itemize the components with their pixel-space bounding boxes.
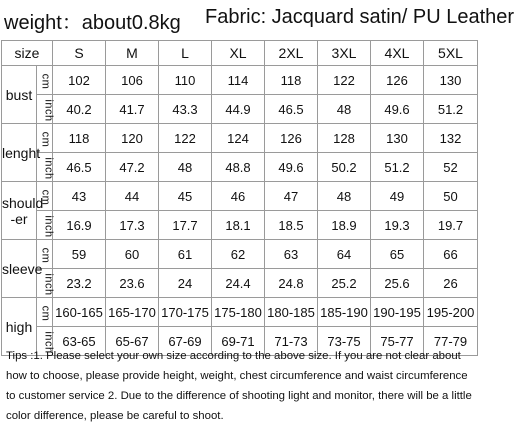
table-cell: 17.3	[106, 211, 159, 240]
size-header-cell: M	[106, 41, 159, 66]
table-cell: 120	[106, 124, 159, 153]
table-cell: 66	[424, 240, 478, 269]
table-cell: 50	[424, 182, 478, 211]
table-row	[2, 95, 478, 124]
table-cell: 106	[106, 66, 159, 95]
table-cell: 124	[212, 124, 265, 153]
table-cell: 25.2	[318, 269, 371, 298]
table-cell: 63-65	[53, 327, 106, 356]
table-cell: 18.5	[265, 211, 318, 240]
measure-label: should -er	[2, 182, 37, 240]
table-row	[2, 182, 478, 211]
table-cell: 18.1	[212, 211, 265, 240]
table-cell: 60	[106, 240, 159, 269]
unit-text: inch	[42, 156, 55, 180]
unit-text: cm	[39, 131, 52, 147]
table-cell: 48	[318, 95, 371, 124]
table-cell: 118	[265, 66, 318, 95]
table-cell: 132	[424, 124, 478, 153]
size-header-cell: 2XL	[265, 41, 318, 66]
table-cell: 67-69	[159, 327, 212, 356]
table-cell: 19.3	[371, 211, 424, 240]
header	[0, 0, 514, 40]
unit-label	[37, 211, 53, 240]
size-corner-label: size	[2, 41, 53, 66]
measure-label: sleeve	[2, 240, 37, 298]
measure-label: high	[2, 298, 37, 356]
table-cell: 49	[371, 182, 424, 211]
table-cell: 114	[212, 66, 265, 95]
size-header-cell: 3XL	[318, 41, 371, 66]
table-cell: 75-77	[371, 327, 424, 356]
table-cell: 48	[159, 153, 212, 182]
table-cell: 51.2	[424, 95, 478, 124]
unit-label	[37, 95, 53, 124]
unit-text: inch	[42, 214, 55, 238]
table-cell: 40.2	[53, 95, 106, 124]
table-cell: 16.9	[53, 211, 106, 240]
unit-text: inch	[42, 330, 55, 354]
table-cell: 128	[318, 124, 371, 153]
table-cell: 130	[371, 124, 424, 153]
table-cell: 118	[53, 124, 106, 153]
unit-text: cm	[39, 305, 52, 321]
tips-text: Tips :1. Please select your own size according to the above size. If you are not clear about how to choose, please provide height, weight, chest circumference and waist circumference to customer service 2. Due to the difference of shooting light and monitor, there will be a little color difference, please be careful to shoot.	[6, 350, 472, 422]
table-cell: 77-79	[424, 327, 478, 356]
unit-text: cm	[39, 73, 52, 89]
unit-text: cm	[39, 247, 52, 263]
table-cell: 110	[159, 66, 212, 95]
table-cell: 44.9	[212, 95, 265, 124]
table-cell: 24.4	[212, 269, 265, 298]
table-cell: 165-170	[106, 298, 159, 327]
table-cell: 44	[106, 182, 159, 211]
table-cell: 65	[371, 240, 424, 269]
table-cell: 26	[424, 269, 478, 298]
table-cell: 51.2	[371, 153, 424, 182]
table-cell: 73-75	[318, 327, 371, 356]
table-cell: 46.5	[265, 95, 318, 124]
table-cell: 180-185	[265, 298, 318, 327]
table-cell: 52	[424, 153, 478, 182]
table-cell: 46	[212, 182, 265, 211]
table-row	[2, 298, 478, 327]
table-cell: 65-67	[106, 327, 159, 356]
size-header-cell: XL	[212, 41, 265, 66]
table-cell: 130	[424, 66, 478, 95]
table-cell: 160-165	[53, 298, 106, 327]
table-cell: 23.6	[106, 269, 159, 298]
table-cell: 18.9	[318, 211, 371, 240]
table-row	[2, 124, 478, 153]
unit-text: cm	[39, 189, 52, 205]
size-header-row	[2, 41, 478, 66]
size-header-cell: 4XL	[371, 41, 424, 66]
table-cell: 126	[265, 124, 318, 153]
table-cell: 48	[318, 182, 371, 211]
table-cell: 175-180	[212, 298, 265, 327]
table-cell: 25.6	[371, 269, 424, 298]
table-cell: 71-73	[265, 327, 318, 356]
unit-text: inch	[42, 272, 55, 296]
size-header-cell: S	[53, 41, 106, 66]
table-cell: 190-195	[371, 298, 424, 327]
table-cell: 48.8	[212, 153, 265, 182]
table-row	[2, 153, 478, 182]
table-cell: 47	[265, 182, 318, 211]
fabric-text: Fabric: Jacquard satin/ PU Leather	[205, 6, 514, 28]
table-row	[2, 66, 478, 95]
size-header-cell: L	[159, 41, 212, 66]
measure-label: lenght	[2, 124, 37, 182]
unit-label	[37, 66, 53, 95]
table-cell: 102	[53, 66, 106, 95]
table-cell: 185-190	[318, 298, 371, 327]
table-cell: 49.6	[371, 95, 424, 124]
table-cell: 24	[159, 269, 212, 298]
table-cell: 61	[159, 240, 212, 269]
table-cell: 64	[318, 240, 371, 269]
table-cell: 126	[371, 66, 424, 95]
unit-text: inch	[42, 98, 55, 122]
unit-label	[37, 298, 53, 327]
table-row	[2, 211, 478, 240]
table-row	[2, 269, 478, 298]
table-cell: 23.2	[53, 269, 106, 298]
weight-text: weight：about0.8kg	[4, 12, 181, 34]
table-cell: 43	[53, 182, 106, 211]
size-header-cell: 5XL	[424, 41, 478, 66]
table-cell: 69-71	[212, 327, 265, 356]
measure-label: bust	[2, 66, 37, 124]
table-cell: 170-175	[159, 298, 212, 327]
size-table	[1, 40, 478, 356]
table-cell: 24.8	[265, 269, 318, 298]
table-cell: 46.5	[53, 153, 106, 182]
table-row	[2, 240, 478, 269]
table-cell: 122	[318, 66, 371, 95]
table-cell: 59	[53, 240, 106, 269]
table-cell: 63	[265, 240, 318, 269]
table-cell: 19.7	[424, 211, 478, 240]
table-cell: 41.7	[106, 95, 159, 124]
table-cell: 17.7	[159, 211, 212, 240]
table-cell: 47.2	[106, 153, 159, 182]
table-cell: 122	[159, 124, 212, 153]
table-cell: 62	[212, 240, 265, 269]
table-cell: 45	[159, 182, 212, 211]
table-cell: 43.3	[159, 95, 212, 124]
table-cell: 195-200	[424, 298, 478, 327]
table-cell: 50.2	[318, 153, 371, 182]
table-cell: 49.6	[265, 153, 318, 182]
